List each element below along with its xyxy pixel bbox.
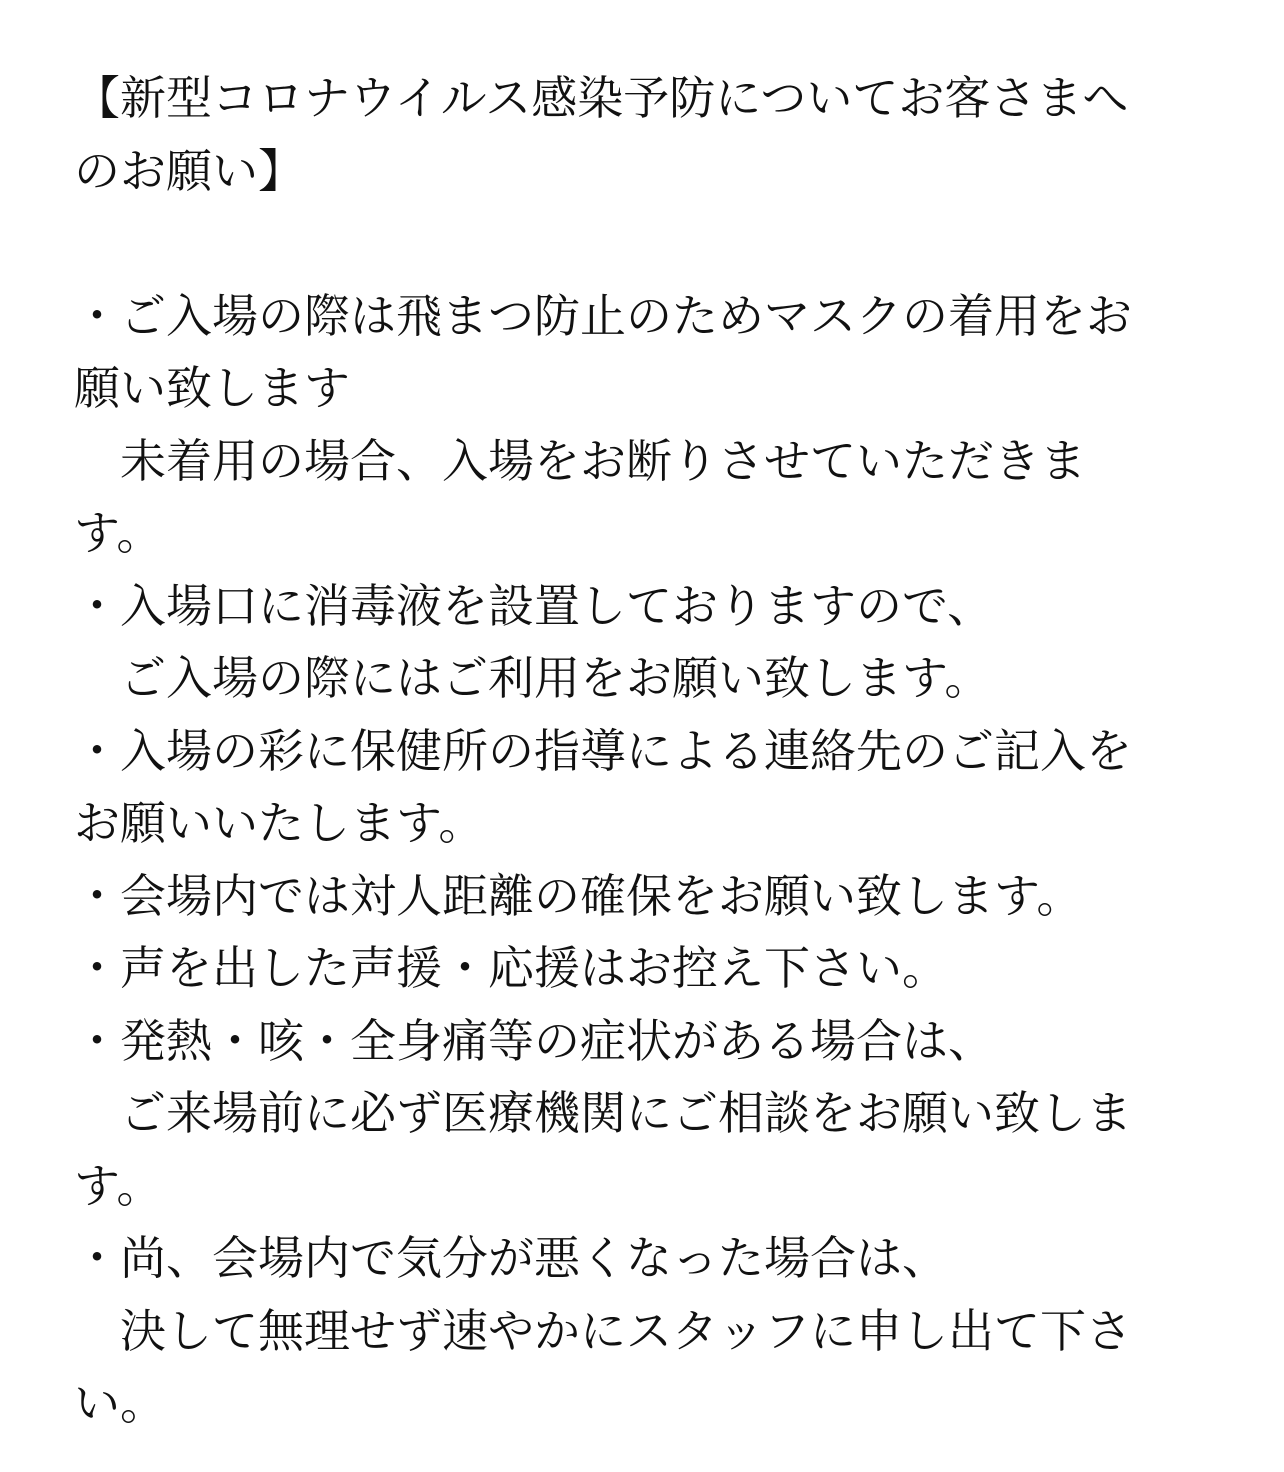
notice-title-line-1: 【新型コロナウイルス感染予防についてお客さまへ: [74, 71, 1129, 125]
notice-line: す。: [74, 1158, 163, 1213]
notice-line: い。: [74, 1376, 166, 1430]
notice-line: お願いいたします。: [74, 796, 485, 850]
notice-line: ・入場の彩に保健所の指導による連絡先のご記入を: [74, 723, 1132, 778]
notice-line: ご来場前に必ず医療機関にご相談をお願い致しま: [74, 1086, 1132, 1140]
blank-line: [74, 207, 1174, 280]
notice-line: ・入場口に消毒液を設置しておりますので、: [74, 578, 994, 633]
notice-document: [74, 62, 1174, 1440]
notice-line: 未着用の場合、入場をお断りさせていただきま: [74, 433, 1086, 488]
notice-line: す。: [74, 506, 163, 560]
notice-line: ・尚、会場内で気分が悪くなった場合は、: [74, 1231, 948, 1285]
notice-line: ・ご入場の際は飛まつ防止のためマスクの着用をお: [74, 288, 1132, 343]
notice-line: ご入場の際にはご利用をお願い致します。: [74, 651, 991, 705]
notice-line: 願い致します: [74, 361, 350, 415]
notice-line: 決して無理せず速やかにスタッフに申し出て下さ: [74, 1303, 1132, 1358]
notice-line: ・発熱・咳・全身痛等の症状がある場合は、: [74, 1013, 994, 1068]
notice-line: ・声を出した声援・応援はお控え下さい。: [74, 941, 948, 995]
notice-title-line-2: のお願い】: [74, 143, 304, 198]
notice-line: ・会場内では対人距離の確保をお願い致します。: [74, 868, 1083, 923]
